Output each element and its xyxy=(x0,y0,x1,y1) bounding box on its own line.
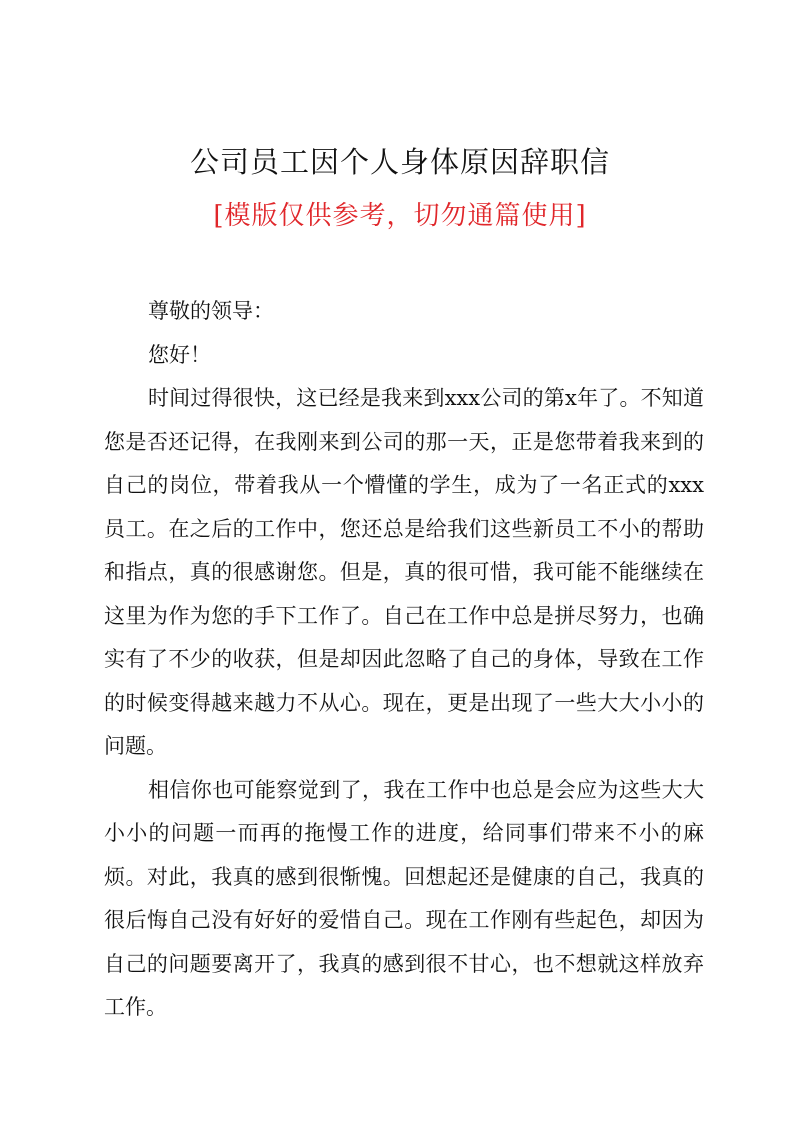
template-disclaimer: [模版仅供参考，切勿通篇使用] xyxy=(213,201,587,231)
paragraph-1: 时间过得很快，这已经是我来到xxx公司的第x年了。不知道您是否还记得，在我刚来到公司的那一天，正是您带着我来到的自己的岗位，带着我从一个懵懂的学生，成为了一名正式的xxx员工。在之后的工作中，您还总是给我们这些新员工不小的帮助和指点，真的很感谢您。但是，真的很可惜，我可能不能继续在这里为作为您的手下工作了。自己在工作中总是拼尽努力，也确实有了不少的收获，但是却因此忽略了自己的身体，导致在工作的时候变得越来越力不从心。现在，更是出现了一些大大小小的问题。 xyxy=(104,386,704,758)
letter-body xyxy=(104,290,704,1030)
document-title: 公司员工因个人身体原因辞职信 xyxy=(189,145,610,179)
greeting: 您好！ xyxy=(148,342,211,367)
salutation: 尊敬的领导： xyxy=(148,299,274,323)
paragraph-2: 相信你也可能察觉到了，我在工作中也总是会应为这些大大小小的问题一而再的拖慢工作的进度，给同事们带来不小的麻烦。对此，我真的感到很惭愧。回想起还是健康的自己，我真的很后悔自己没有好好的爱惜自己。现在工作刚有些起色，却因为自己的问题要离开了，我真的感到很不甘心，也不想就这样放弃工作。 xyxy=(104,777,704,1019)
